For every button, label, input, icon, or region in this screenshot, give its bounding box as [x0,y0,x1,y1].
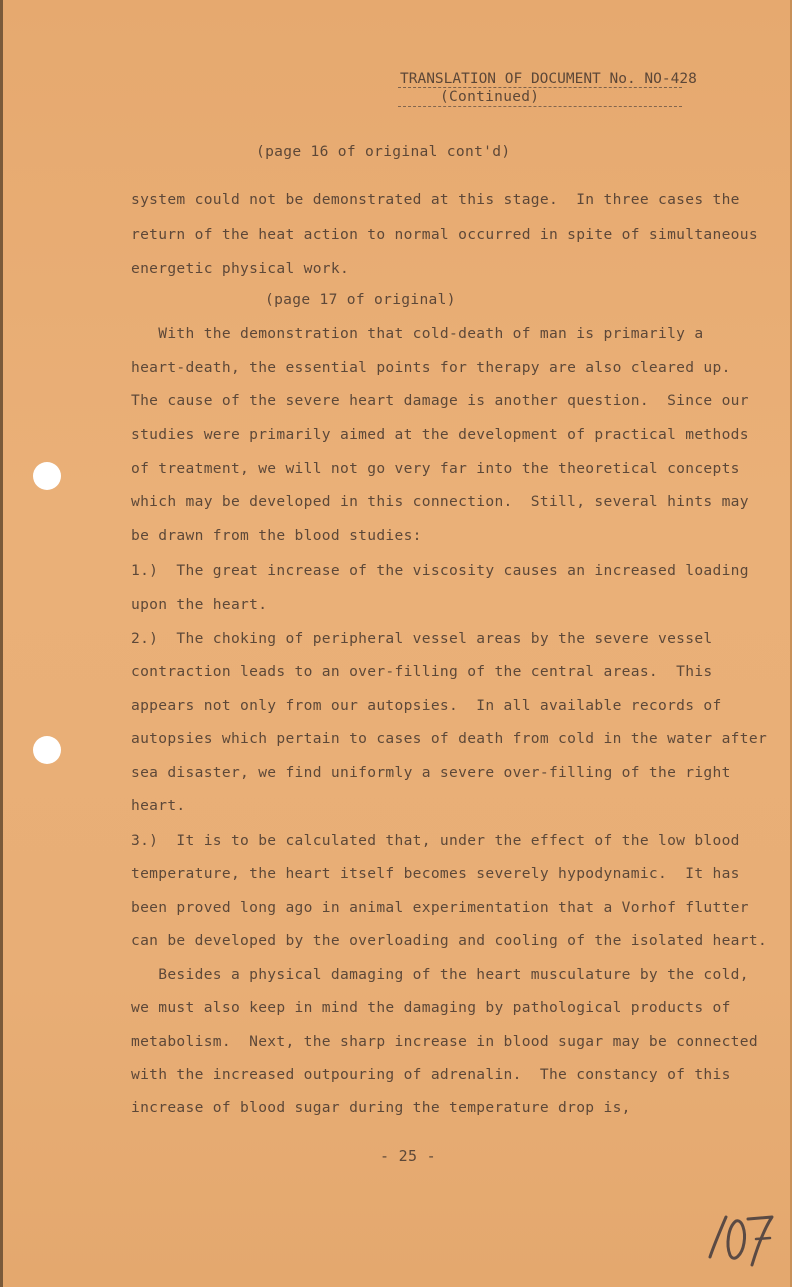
page-reference-17: (page 17 of original) [265,291,456,308]
page-reference-16: (page 16 of original cont'd) [256,143,511,160]
punch-hole [33,736,61,764]
body-line: 2.) The choking of peripheral vessel areas by the severe vessel [131,630,713,647]
page-number: - 25 - [380,1147,436,1165]
body-line: studies were primarily aimed at the development of practical methods [131,426,749,443]
body-line: The cause of the severe heart damage is another question. Since our [131,392,749,409]
body-line: appears not only from our autopsies. In all available records of [131,697,722,714]
body-line: return of the heat action to normal occurred in spite of simultaneous [131,226,758,243]
body-line: With the demonstration that cold-death of man is primarily a [131,325,704,342]
body-line: of treatment, we will not go very far into the theoretical concepts [131,460,740,477]
document-title: TRANSLATION OF DOCUMENT No. NO-428 [400,71,697,87]
body-line: heart-death, the essential points for therapy are also cleared up. [131,359,731,376]
handwritten-folio-number [700,1205,780,1270]
body-line: with the increased outpouring of adrenalin. The constancy of this [131,1066,731,1083]
body-line: which may be developed in this connection. Still, several hints may [131,493,749,510]
title-underline [398,87,682,88]
body-line: be drawn from the blood studies: [131,527,422,544]
punch-hole [33,462,61,490]
body-line: 1.) The great increase of the viscosity causes an increased loading [131,562,749,579]
body-line: energetic physical work. [131,260,350,277]
body-line: can be developed by the overloading and cooling of the isolated heart. [131,932,768,949]
body-line: we must also keep in mind the damaging by pathological products of [131,999,731,1016]
body-line: been proved long ago in animal experimentation that a Vorhof flutter [131,899,749,916]
page-edge-left [0,0,3,1287]
body-line: 3.) It is to be calculated that, under the effect of the low blood [131,832,740,849]
body-line: temperature, the heart itself becomes severely hypodynamic. It has [131,865,740,882]
body-line: sea disaster, we find uniformly a severe over-filling of the right [131,764,731,781]
body-line: Besides a physical damaging of the heart musculature by the cold, [131,966,749,983]
body-line: upon the heart. [131,596,268,613]
body-line: system could not be demonstrated at this stage. In three cases the [131,191,740,208]
subtitle-underline [398,106,682,107]
body-line: metabolism. Next, the sharp increase in blood sugar may be connected [131,1033,758,1050]
document-subtitle: (Continued) [440,89,540,105]
body-line: contraction leads to an over-filling of the central areas. This [131,663,713,680]
body-line: autopsies which pertain to cases of death from cold in the water after [131,730,768,747]
body-line: increase of blood sugar during the temperature drop is, [131,1099,631,1116]
body-line: heart. [131,797,186,814]
